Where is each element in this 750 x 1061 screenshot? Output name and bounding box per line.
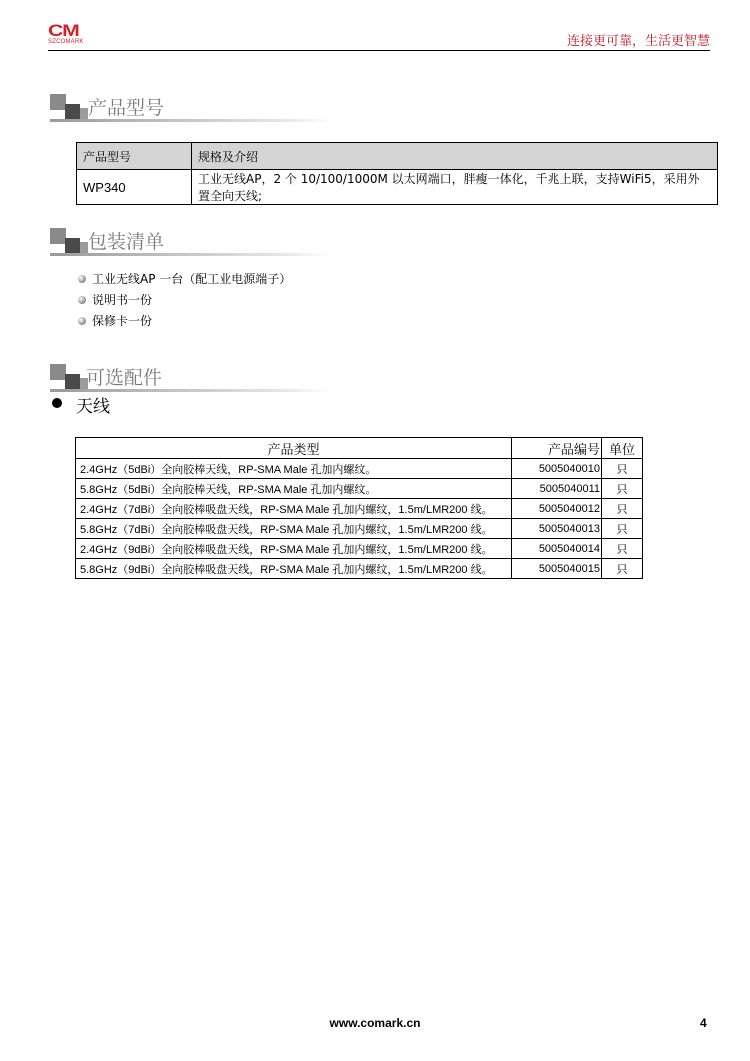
section-icon	[50, 364, 86, 390]
package-list	[78, 268, 291, 331]
bullet-icon	[78, 296, 86, 304]
table-header-cell: 产品型号	[77, 143, 192, 170]
section-icon	[50, 94, 86, 120]
company-logo	[48, 22, 96, 44]
table-header-row	[76, 438, 643, 459]
bullet-icon	[78, 275, 86, 283]
product-type-cell: 5.8GHz（7dBi）全向胶棒吸盘天线，RP-SMA Male 孔加内螺纹，1.5m/LMR200 线。	[76, 519, 512, 539]
table-header-cell: 产品类型	[76, 438, 512, 459]
unit-cell: 只	[602, 479, 643, 499]
table-row	[76, 479, 643, 499]
model-table	[76, 142, 718, 205]
table-row	[76, 499, 643, 519]
antenna-table	[75, 437, 643, 579]
product-type-cell: 5.8GHz（9dBi）全向胶棒吸盘天线，RP-SMA Male 孔加内螺纹，1.5m/LMR200 线。	[76, 559, 512, 579]
unit-cell: 只	[602, 559, 643, 579]
product-type-cell: 2.4GHz（5dBi）全向胶棒天线，RP-SMA Male 孔加内螺纹。	[76, 459, 512, 479]
table-row	[76, 559, 643, 579]
product-code-cell: 5005040014	[512, 539, 602, 559]
product-code-cell: 5005040015	[512, 559, 602, 579]
unit-cell: 只	[602, 539, 643, 559]
table-row	[76, 459, 643, 479]
list-item-label: 工业无线AP 一台（配工业电源端子）	[92, 272, 292, 286]
section-underline	[50, 253, 330, 256]
header-slogan: 连接更可靠，生活更智慧	[566, 34, 710, 49]
product-code-cell: 5005040010	[512, 459, 602, 479]
unit-cell: 只	[602, 459, 643, 479]
list-item-label: 说明书一份	[92, 293, 153, 307]
table-row	[77, 170, 718, 205]
bullet-icon	[52, 398, 62, 408]
table-header-cell: 产品编号	[512, 438, 602, 459]
product-type-cell: 2.4GHz（7dBi）全向胶棒吸盘天线，RP-SMA Male 孔加内螺纹，1.5m/LMR200 线。	[76, 499, 512, 519]
header-divider	[48, 50, 710, 51]
list-item	[78, 268, 291, 289]
table-header-cell: 规格及介绍	[192, 143, 718, 170]
unit-cell: 只	[602, 499, 643, 519]
product-type-cell: 5.8GHz（5dBi）全向胶棒天线，RP-SMA Male 孔加内螺纹。	[76, 479, 512, 499]
table-header-row	[77, 143, 718, 170]
model-number-cell: WP340	[77, 170, 192, 205]
logo-subtext: SZCOMARK	[48, 39, 84, 45]
list-item	[78, 310, 291, 331]
model-spec-cell: 工业无线AP，2 个 10/100/1000M 以太网端口，胖瘦一体化，千兆上联，支持WiFi5，采用外置全向天线;	[192, 170, 718, 205]
section-title-accessories: 可选配件	[86, 367, 163, 389]
product-code-cell: 5005040013	[512, 519, 602, 539]
section-icon	[50, 228, 86, 254]
table-row	[76, 539, 643, 559]
section-title-package: 包装清单	[88, 231, 165, 253]
table-header-cell: 单位	[602, 438, 643, 459]
list-item	[78, 289, 291, 310]
section-underline	[50, 119, 330, 122]
footer-url: www.comark.cn	[329, 1016, 421, 1030]
logo-text: CM	[48, 21, 79, 40]
page-number: 4	[700, 1016, 707, 1030]
subsection-title-antenna: 天线	[76, 397, 110, 417]
table-row	[76, 519, 643, 539]
unit-cell: 只	[602, 519, 643, 539]
bullet-icon	[78, 317, 86, 325]
product-type-cell: 2.4GHz（9dBi）全向胶棒吸盘天线，RP-SMA Male 孔加内螺纹，1.5m/LMR200 线。	[76, 539, 512, 559]
section-title-model: 产品型号	[88, 97, 165, 119]
list-item-label: 保修卡一份	[92, 314, 153, 328]
product-code-cell: 5005040011	[512, 479, 602, 499]
product-code-cell: 5005040012	[512, 499, 602, 519]
